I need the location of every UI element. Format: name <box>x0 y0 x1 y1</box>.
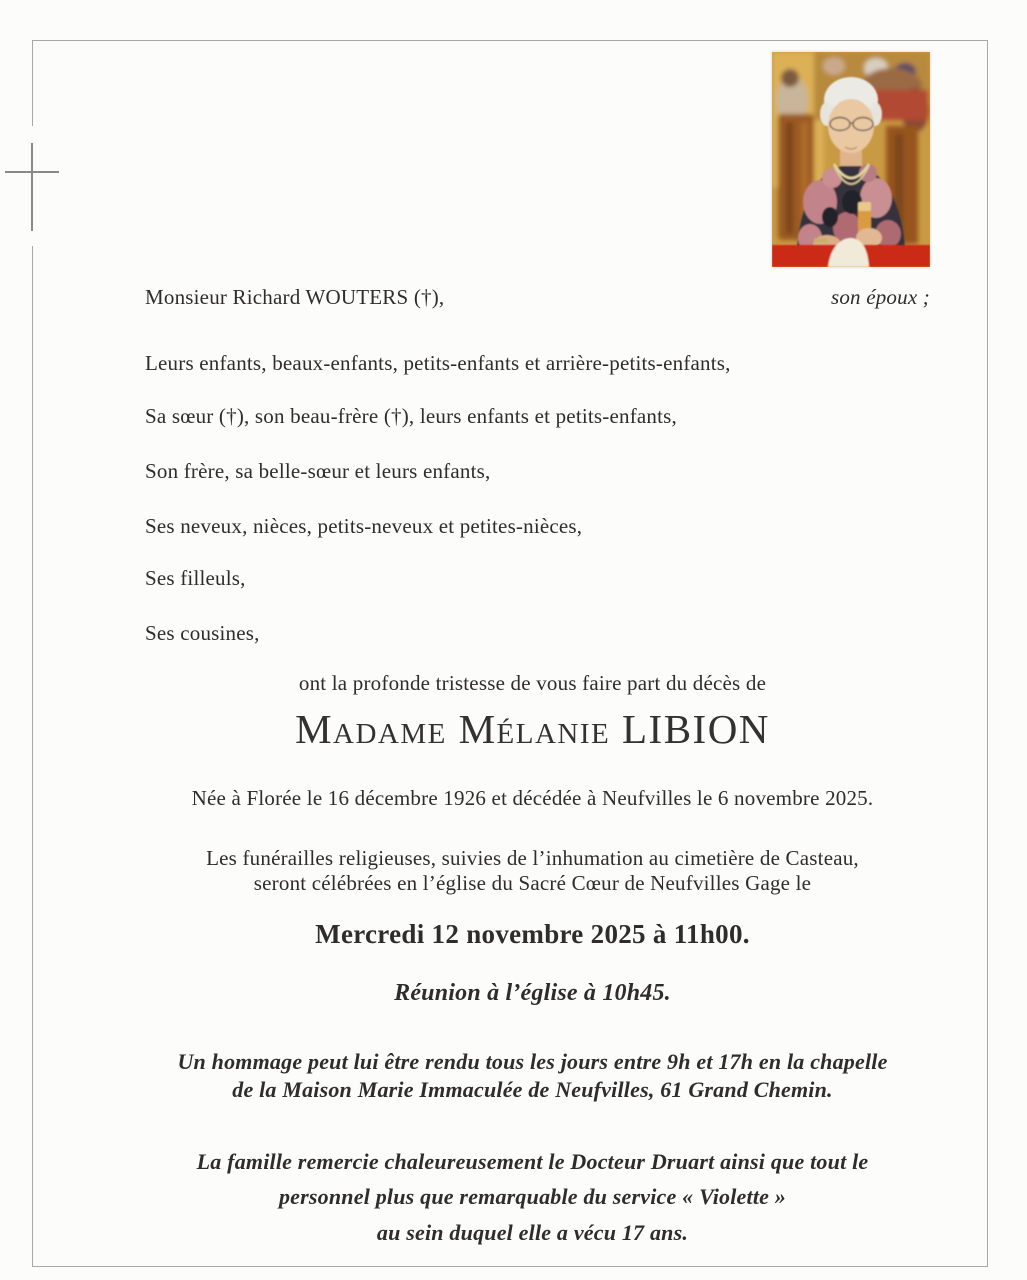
spouse-relation-label: son époux ; <box>830 285 930 309</box>
thanks-line-1: La famille remercie chaleureusement le Docteur Druart ainsi que tout le <box>196 1149 869 1174</box>
card-frame-top-edge <box>32 40 988 41</box>
funeral-details-line-2: seront célébrées en l’église du Sacré Cœur de Neufvilles Gage le <box>253 871 812 895</box>
deceased-surname: LIBION <box>622 706 770 752</box>
deceased-name <box>140 705 925 754</box>
relatives-line-godchildren: Ses filleuls, <box>145 566 246 590</box>
husband-name: Monsieur Richard WOUTERS (†), <box>145 285 445 309</box>
relatives-line-brother: Son frère, sa belle-sœur et leurs enfants, <box>145 459 491 483</box>
church-meeting-line: Réunion à l’église à 10h45. <box>394 980 671 1006</box>
card-frame-right-edge <box>987 40 988 1267</box>
portrait-photo <box>772 52 930 267</box>
card-frame-left-edge <box>32 40 33 126</box>
funeral-datetime: Mercredi 12 novembre 2025 à 11h00. <box>315 919 750 949</box>
relatives-line-cousins: Ses cousines, <box>145 621 260 645</box>
crop-mark-cross-icon <box>31 143 33 231</box>
tribute-line-1: Un hommage peut lui être rendu tous les jours entre 9h et 17h en la chapelle <box>177 1049 888 1074</box>
card-frame-left-edge <box>32 246 33 1266</box>
tribute-line-2: de la Maison Marie Immaculée de Neufvilles, 61 Grand Chemin. <box>232 1077 833 1102</box>
card-frame-bottom-edge <box>32 1266 988 1267</box>
birth-death-line: Née à Florée le 16 décembre 1926 et décédée à Neufvilles le 6 novembre 2025. <box>191 786 874 810</box>
portrait-photo-image <box>772 52 930 267</box>
husband-line-row <box>140 285 930 310</box>
relatives-line-children: Leurs enfants, beaux-enfants, petits-enfants et arrière-petits-enfants, <box>145 351 731 375</box>
funeral-details-line-1: Les funérailles religieuses, suivies de l’inhumation au cimetière de Casteau, <box>206 846 859 870</box>
thanks-line-2: personnel plus que remarquable du service « Violette » <box>278 1184 787 1209</box>
crop-mark-cross-icon <box>5 171 59 173</box>
deceased-title-and-firstname: Madame Mélanie <box>295 706 611 752</box>
announcement-intro: ont la profonde tristesse de vous faire part du décès de <box>298 671 767 695</box>
relatives-line-nephews: Ses neveux, nièces, petits-neveux et petites-nièces, <box>145 514 583 538</box>
thanks-line-3: au sein duquel elle a vécu 17 ans. <box>376 1220 689 1245</box>
relatives-line-sister: Sa sœur (†), son beau-frère (†), leurs enfants et petits-enfants, <box>145 404 677 428</box>
